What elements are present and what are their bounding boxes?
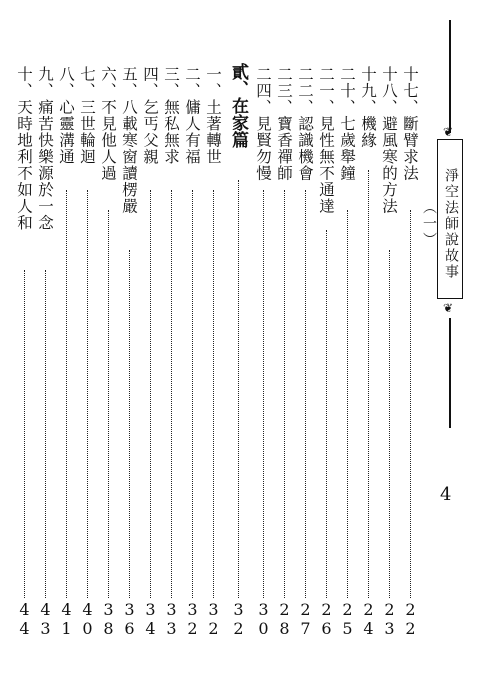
entry-title: 七、三世輪迴 xyxy=(78,66,96,165)
entry-title: 九、痛苦快樂源於一念 xyxy=(36,66,54,231)
entry-title: 八、心靈溝通 xyxy=(57,66,75,165)
dot-leader xyxy=(129,250,131,598)
entry-page: 41 xyxy=(57,600,76,638)
entry-title: 十、天時地利不如人和 xyxy=(15,66,33,231)
entry-title: 一、土著轉世 xyxy=(204,66,222,165)
dot-leader xyxy=(238,180,240,598)
ornament-top: ❦ xyxy=(443,125,454,139)
entry-title: 六、不見他人過 xyxy=(99,66,117,182)
entry-page: 24 xyxy=(359,600,378,638)
entry-page: 36 xyxy=(120,600,139,638)
dot-leader xyxy=(66,190,68,598)
entry-page: 25 xyxy=(338,600,357,638)
header-rule-bottom xyxy=(449,318,451,428)
dot-leader xyxy=(410,210,412,598)
dot-leader xyxy=(150,190,152,598)
dot-leader xyxy=(45,270,47,598)
entry-page: 32 xyxy=(204,600,223,638)
header-rule-top xyxy=(449,20,451,133)
entry-title: 二、傭人有福 xyxy=(183,66,201,165)
entry-title: 二二、認識機會 xyxy=(296,66,314,182)
page-number: 4 xyxy=(440,484,452,505)
entry-title: 十九、機緣 xyxy=(359,66,377,149)
entry-page: 28 xyxy=(275,600,294,638)
entry-page: 43 xyxy=(36,600,55,638)
entry-page: 26 xyxy=(317,600,336,638)
dot-leader xyxy=(87,190,89,598)
entry-page: 34 xyxy=(141,600,160,638)
entry-page: 32 xyxy=(183,600,202,638)
entry-title: 三、無私無求 xyxy=(162,66,180,165)
entry-title: 二三、寶香禪師 xyxy=(275,66,293,182)
dot-leader xyxy=(389,250,391,598)
ornament-bottom: ❦ xyxy=(443,301,454,315)
entry-title: 十七、斷臂求法 xyxy=(401,66,419,182)
entry-page: 30 xyxy=(254,600,273,638)
entry-page: 33 xyxy=(162,600,181,638)
entry-title: 二四、見賢勿慢 xyxy=(254,66,272,182)
section-heading: 貳、在家篇 xyxy=(228,63,248,148)
dot-leader xyxy=(263,190,265,598)
dot-leader xyxy=(326,230,328,598)
dot-leader xyxy=(347,210,349,598)
dot-leader xyxy=(305,190,307,598)
entry-page: 22 xyxy=(401,600,420,638)
dot-leader xyxy=(284,190,286,598)
entry-page: 23 xyxy=(380,600,399,638)
entry-title: 二十、七歲舉鐘 xyxy=(338,66,356,182)
entry-page: 44 xyxy=(15,600,34,638)
entry-page: 27 xyxy=(296,600,315,638)
dot-leader xyxy=(108,210,110,598)
entry-page: 38 xyxy=(99,600,118,638)
dot-leader xyxy=(368,170,370,598)
entry-title: 五、八載寒窗讀楞嚴 xyxy=(120,66,138,215)
running-header: 淨空法師說故事（一） xyxy=(437,139,463,299)
entry-title: 十八、避風寒的方法 xyxy=(380,66,398,215)
dot-leader xyxy=(171,190,173,598)
entry-page: 40 xyxy=(78,600,97,638)
dot-leader xyxy=(192,190,194,598)
dot-leader xyxy=(213,190,215,598)
entry-title: 四、乞丐父親 xyxy=(141,66,159,165)
dot-leader xyxy=(24,270,26,598)
section-page: 32 xyxy=(229,600,248,638)
entry-title: 二一、見性無不通達 xyxy=(317,66,335,215)
